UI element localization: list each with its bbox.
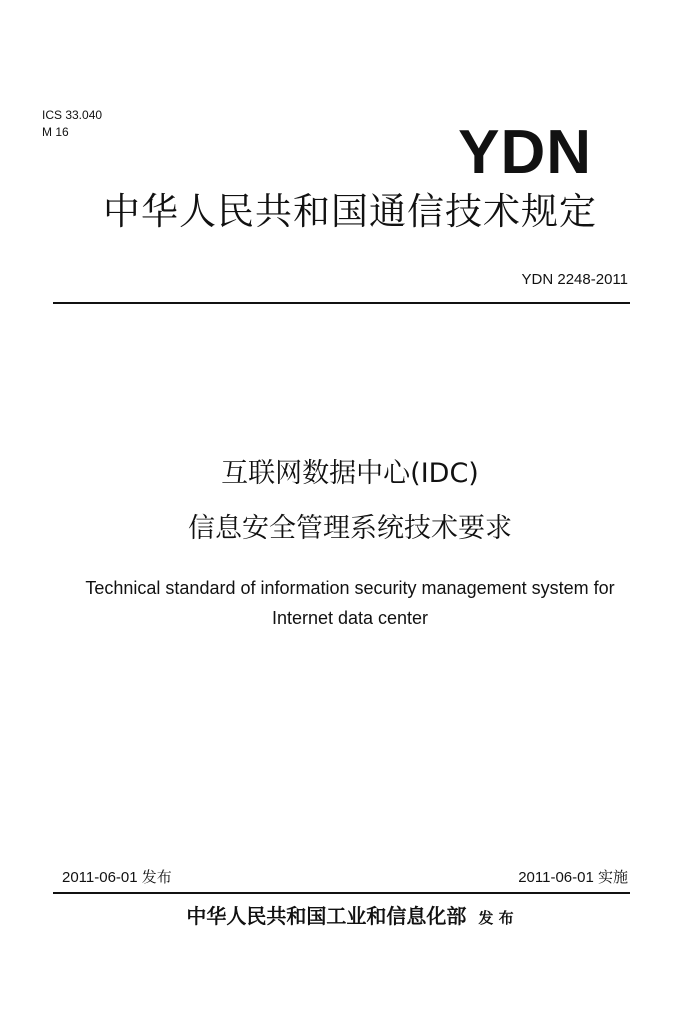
classification-codes xyxy=(42,107,102,141)
cn-title-line1: 互联网数据中心(IDC) xyxy=(221,458,479,489)
class-code: M 16 xyxy=(42,125,69,139)
publish-label: 发 布 xyxy=(478,909,514,927)
cn-title-line2: 信息安全管理系统技术要求 xyxy=(188,513,512,544)
en-title-line2: Internet data center xyxy=(271,608,429,628)
header-divider xyxy=(53,302,630,304)
issuer-line xyxy=(0,902,700,932)
en-title-line1: Technical standard of information security management system for xyxy=(85,578,615,598)
footer-divider xyxy=(53,892,630,894)
issue-date: 2011-06-01 发布 xyxy=(62,869,172,886)
implement-date: 2011-06-01 实施 xyxy=(518,869,628,886)
standard-number: YDN 2248-2011 xyxy=(521,271,628,288)
issuer-name: 中华人民共和国工业和信息化部 xyxy=(186,904,467,928)
standard-type-title: 中华人民共和国通信技术规定 xyxy=(103,190,597,233)
ydn-logo: YDN xyxy=(458,118,592,187)
ics-code: ICS 33.040 xyxy=(42,108,103,122)
